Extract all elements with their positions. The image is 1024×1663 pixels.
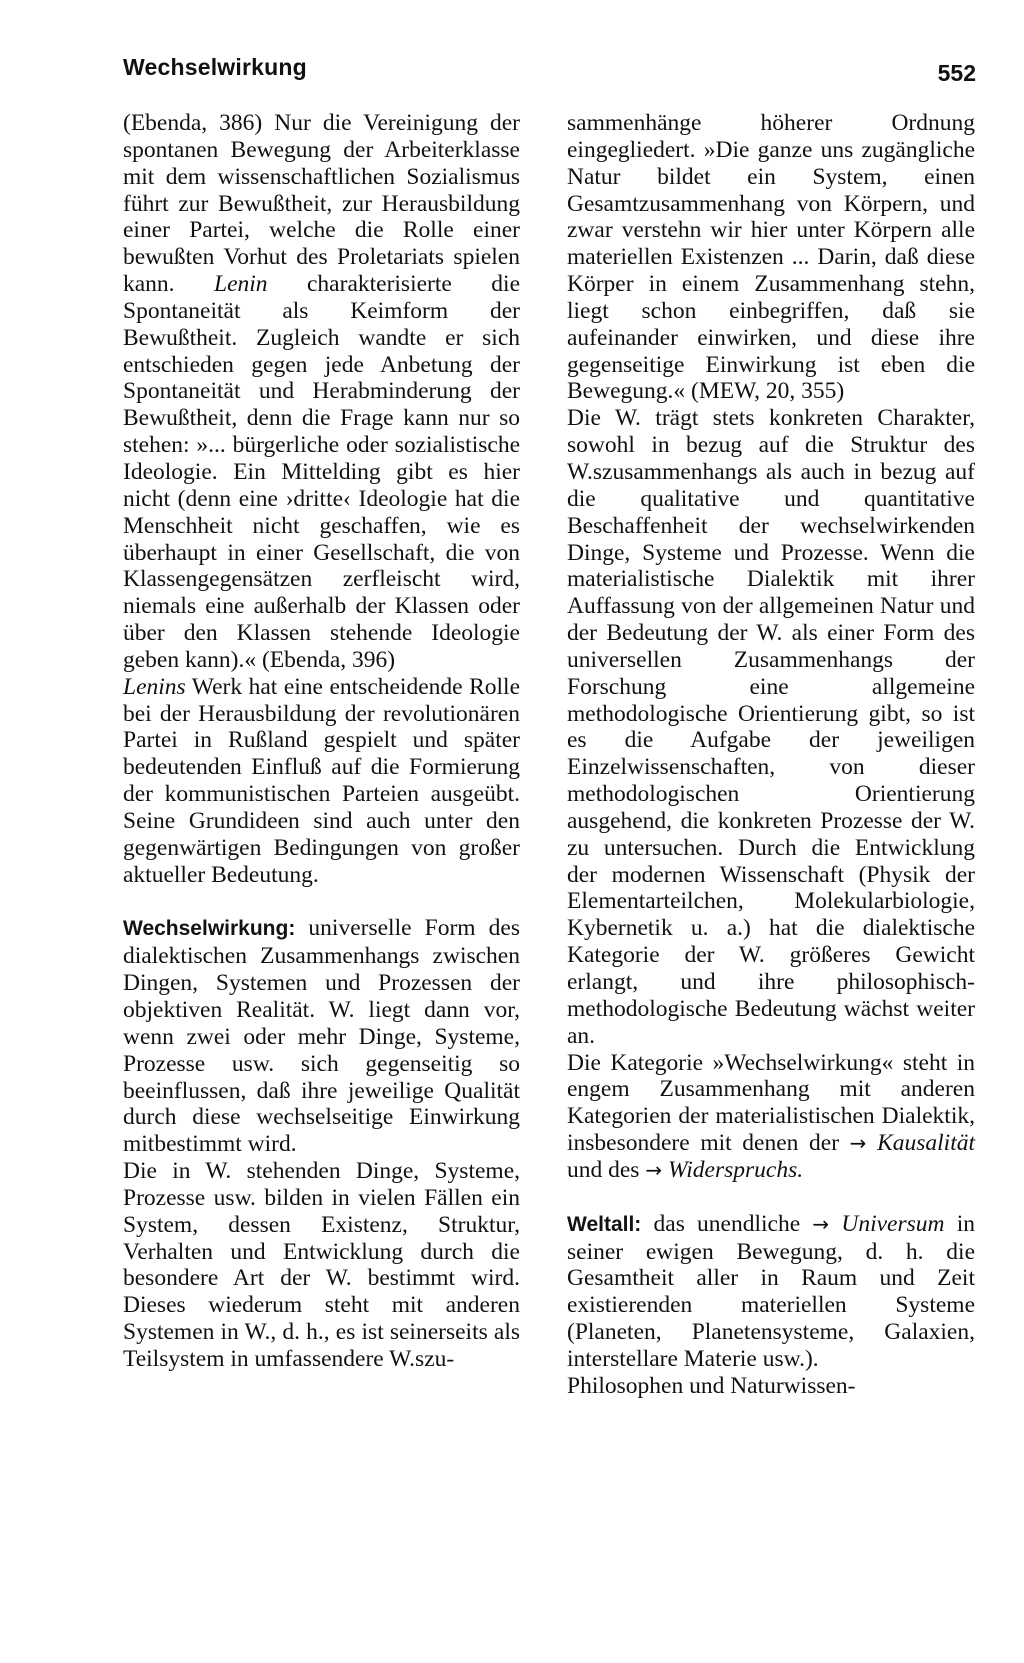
entry-weltall: Weltall: das unendliche → Universum in seiner ewigen Bewegung, d. h. die Gesamtheit aller in Raum und Zeit existierenden materiellen Systeme (Planeten, Planetensysteme, Galaxien, interstellare Materie usw.). <box>567 1210 975 1372</box>
page-number: 552 <box>937 60 976 86</box>
paragraph-engels-quote: sammenhänge höherer Ordnung eingegliedert. »Die ganze uns zugängliche Natur bildet ein System, einen Gesamtzusammenhang von Körpern, und zwar verstehn wir hier unter Körpern alle materiellen Existenzen ... Darin, daß diese Körper in einem Zusammenhang stehn, liegt schon einbegriffen, daß sie aufeinander einwirken, und diese ihre gegenseitige Einwirkung ist eben die Bewegung.« (MEW, 20, 355) <box>567 110 975 405</box>
cross-reference-widerspruch[interactable]: Widerspruchs. <box>667 1156 804 1183</box>
cross-reference-arrow-icon: → <box>645 1157 663 1182</box>
paragraph-system: Die in W. stehenden Dinge, Systeme, Prozesse usw. bilden in vielen Fällen ein System, dessen Existenz, Struktur, Verhalten und Entwicklung durch die besondere Art der W. bestimmt wird. Dieses wiederum steht mit anderen Systemen in W., d. h., es ist seinerseits als Teilsystem in umfassendere W.szu- <box>123 1158 520 1372</box>
cross-reference-universum[interactable]: Universum <box>841 1210 945 1237</box>
cross-reference-arrow-icon: → <box>812 1211 830 1236</box>
headword-weltall: Weltall: <box>567 1212 642 1236</box>
paragraph-concrete-character: Die W. trägt stets konkreten Charakter, sowohl in bezug auf die Struktur des W.szusammenhangs als auch in bezug auf die qualitative und quantitative Beschaffenheit der wechselwirkenden Dinge, Systeme und Prozesse. Wenn die materialistische Dialektik mit ihrer Auffassung von der allgemeinen Natur und der Bedeutung der W. als einer Form des universellen Zusammenhangs der Forschung eine allgemeine methodologische Orientierung gibt, so ist es die Aufgabe der jeweiligen Einzelwissenschaften, von dieser methodologischen Orientierung ausgehend, die konkreten Prozesse der W. zu untersuchen. Durch die Entwicklung der modernen Wissenschaft (Physik der Elementarteilchen, Molekularbiologie, Kybernetik u. a.) hat die dialektische Kategorie der W. größeres Gewicht erlangt, und ihre philosophisch-methodologische Bedeutung wächst weiter an. <box>567 405 975 1049</box>
cross-reference-arrow-icon: → <box>849 1131 867 1156</box>
paragraph-lenin-quote: (Ebenda, 386) Nur die Vereinigung der spontanen Bewegung der Arbeiterklasse mit dem wissenschaftlichen Sozialismus führt zur Bewußtheit, zur Herausbildung einer Partei, welche die Rolle einer bewußten Vorhut des Proletariats spielen kann. Lenin charakterisierte die Spontaneität als Keimform der Bewußtheit. Zugleich wandte er sich entschieden gegen jede Anbetung der Spontaneität und Herabminderung der Bewußtheit, denn die Frage kann nur so stehen: »... bürgerliche oder sozialistische Ideologie. Ein Mittelding gibt es hier nicht (denn eine ›dritte‹ Ideologie hat die Menschheit nicht geschaffen, wie es überhaupt in einer Gesellschaft, die von Klassengegensätzen zerfleischt wird, niemals eine außerhalb der Klassen oder über den Klassen stehende Ideologie geben kann).« (Ebenda, 396) <box>123 110 520 673</box>
paragraph-category: Die Kategorie »Wechselwirkung« steht in engem Zusammenhang mit anderen Kategorien der materialistischen Dialektik, insbesondere mit denen der → Kausalität und des → Widerspruchs. <box>567 1049 976 1183</box>
cross-reference-kausalitaet[interactable]: Kausalität <box>877 1130 976 1157</box>
author-name-lenin: Lenin <box>214 271 268 298</box>
paragraph-lenin-work: Lenins Werk hat eine entscheidende Rolle bei der Herausbildung der revolutionären Partei in Rußland gespielt und später bedeutenden Einfluß auf die Formierung der kommunistischen Parteien ausgeübt. Seine Grundideen sind auch unter den gegenwärtigen Bedingungen von großer aktueller Bedeutung. <box>123 673 520 888</box>
paragraph-philosophers: Philosophen und Naturwissen- <box>567 1372 856 1399</box>
right-column <box>567 110 975 1400</box>
left-column <box>123 110 520 1373</box>
author-name-lenins: Lenins <box>123 673 186 700</box>
headword-wechselwirkung: Wechselwirkung: <box>123 917 296 941</box>
running-head: Wechselwirkung <box>123 54 307 80</box>
entry-wechselwirkung: Wechselwirkung: universelle Form des dialektischen Zusammenhangs zwischen Dingen, Systemen und Prozessen der objektiven Realität. W. liegt dann vor, wenn zwei oder mehr Dinge, Systeme, Prozesse usw. sich gegenseitig so beeinflussen, daß ihre jeweilige Qualität durch diese wechselseitige Einwirkung mitbestimmt wird. <box>123 915 520 1158</box>
